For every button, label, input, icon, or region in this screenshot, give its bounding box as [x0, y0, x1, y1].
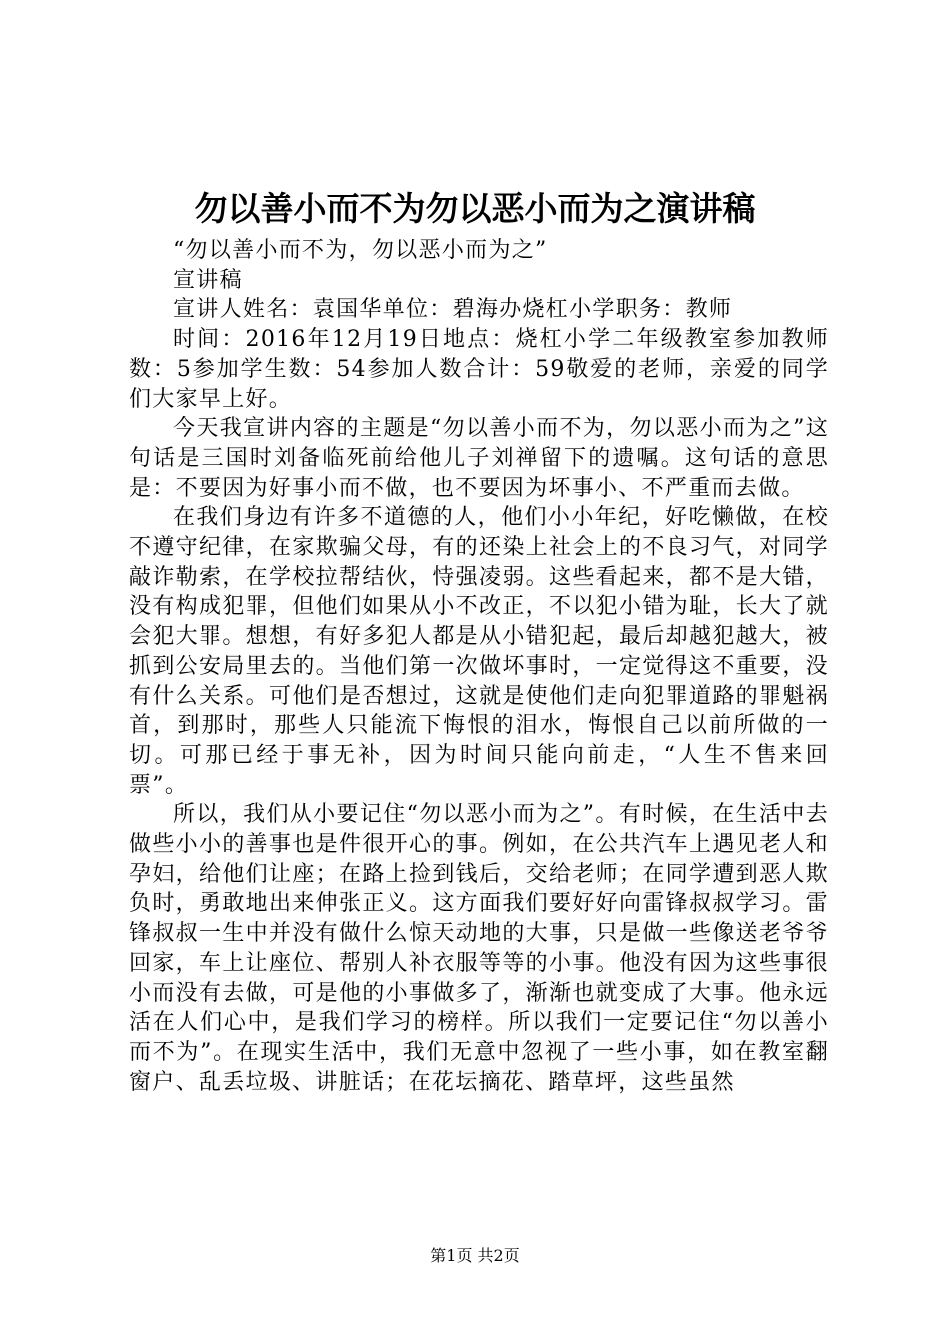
page-total: 共2页 [477, 1246, 520, 1265]
paragraph-time-location: 时间：2016年12月19日地点：烧杠小学二年级教室参加教师数：5参加学生数：54参加人数合计：59敬爱的老师，亲爱的同学们大家早上好。 [129, 327, 829, 412]
page-number: 第1页 [430, 1246, 473, 1265]
paragraph-quote: “勿以善小而不为，勿以恶小而为之” [173, 238, 548, 263]
paragraph-subtitle: 宣讲稿 [173, 267, 243, 293]
paragraph-good-deeds: 所以，我们从小要记住“勿以恶小而为之”。有时候，在生活中去做些小小的善事也是件很开心的事。例如，在公共汽车上遇见老人和孕妇，给他们让座；在路上捡到钱后，交给老师；在同学遭到恶人欺负时，勇敢地出来伸张正义。这方面我们要好好向雷锋叔叔学习。雷锋叔叔一生中并没有做什么惊天动地的大事，只是做一些像送老爷爷回家，车上让座位、帮别人补衣服等等的小事。他没有因为这些事很小而没有去做，可是他的小事做多了，渐渐也就变成了大事。他永远活在人们心中，是我们学习的榜样。所以我们一定要记住“勿以善小而不为”。在现实生活中，我们无意中忽视了一些小事，如在教室翻窗户、乱丢垃圾、讲脏话；在花坛摘花、踏草坪，这些虽然 [129, 802, 829, 1095]
page-footer [0, 1245, 950, 1267]
paragraph-speaker-info: 宣讲人姓名：袁国华单位：碧海办烧杠小学职务：教师 [173, 297, 733, 323]
document-body [129, 236, 829, 1097]
paragraph-bad-behavior: 在我们身边有许多不道德的人，他们小小年纪，好吃懒做，在校不遵守纪律，在家欺骗父母，有的还染上社会上的不良习气，对同学敲诈勒索，在学校拉帮结伙，恃强凌弱。这些看起来，都不是大错，没有构成犯罪，但他们如果从小不改正，不以犯小错为耻，长大了就会犯大罪。想想，有好多犯人都是从小错犯起，最后却越犯越大，被抓到公安局里去的。当他们第一次做坏事时，一定觉得这不重要，没有什么关系。可他们是否想过，这就是使他们走向犯罪道路的罪魁祸首，到那时，那些人只能流下悔恨的泪水，悔恨自己以前所做的一切。可那已经于事无补，因为时间只能向前走，“人生不售来回票”。 [129, 505, 829, 798]
document-title: 勿以善小而不为勿以恶小而为之演讲稿 [194, 189, 756, 228]
paragraph-theme: 今天我宣讲内容的主题是“勿以善小而不为，勿以恶小而为之”这句话是三国时刘备临死前给他儿子刘禅留下的遗嘱。这句话的意思是：不要因为好事小而不做，也不要因为坏事小、不严重而去做。 [129, 416, 829, 501]
